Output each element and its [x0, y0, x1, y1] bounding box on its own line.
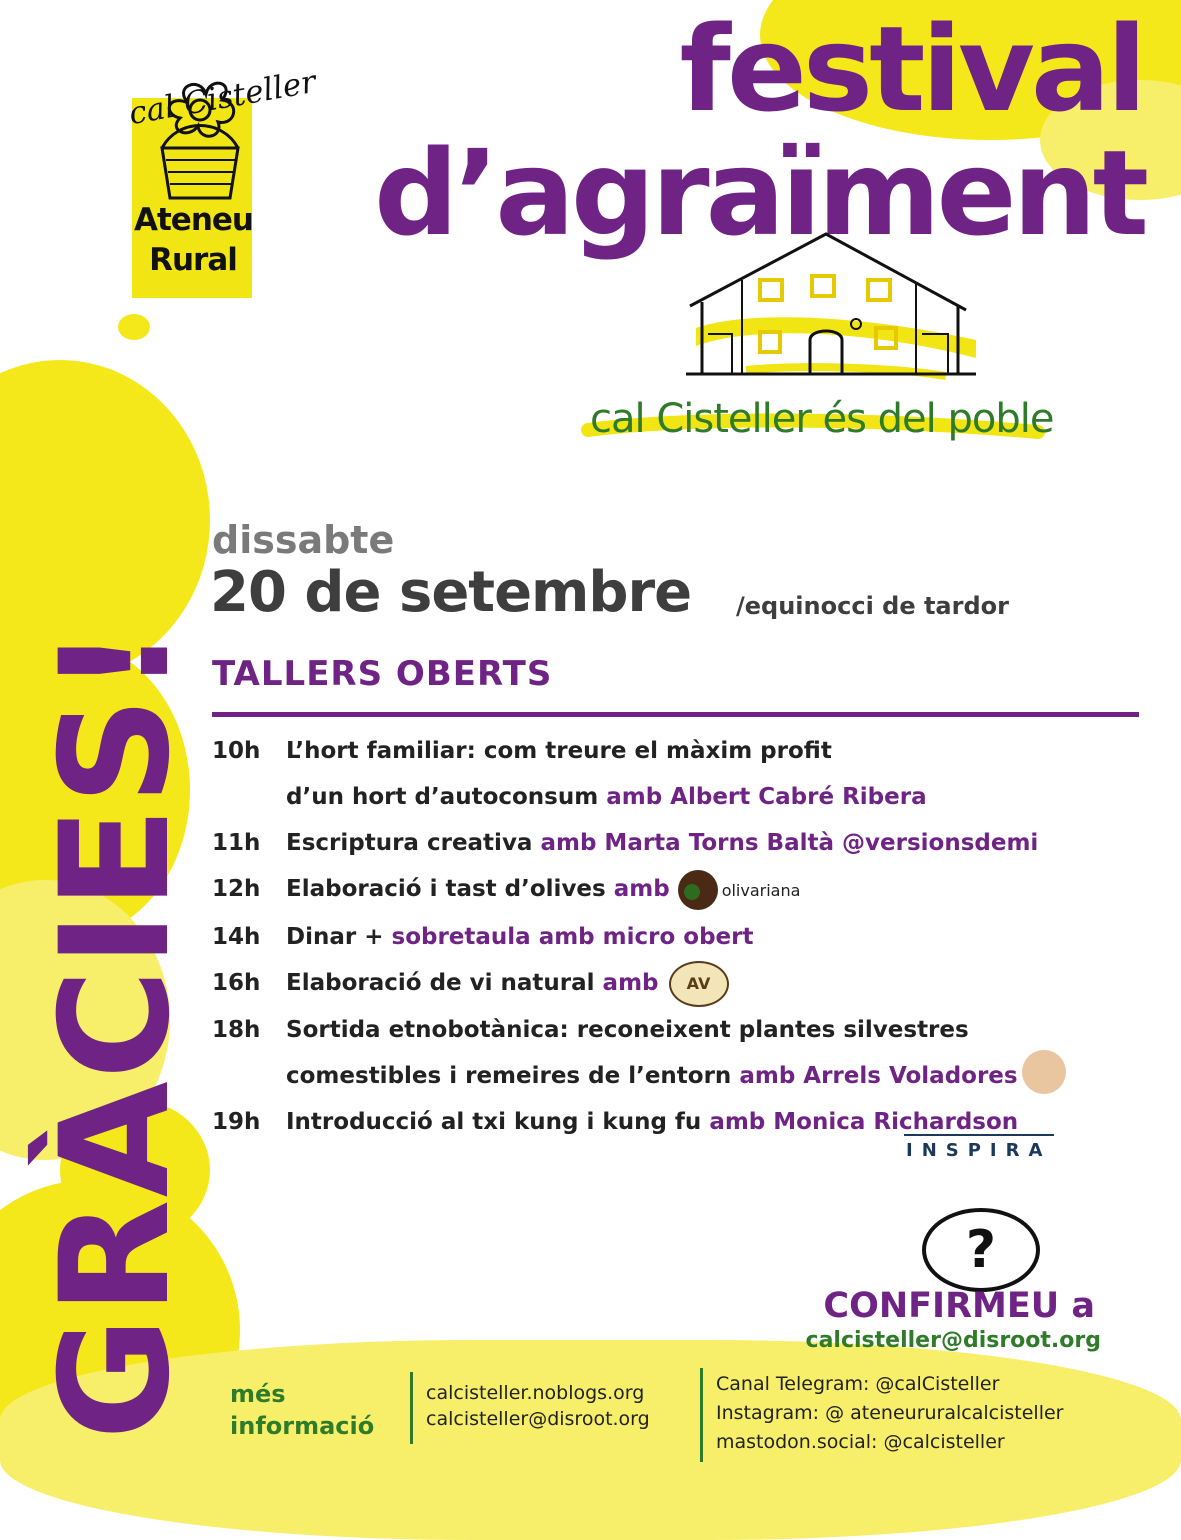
olivariana-logo-text: olivariana: [721, 881, 801, 900]
schedule-item: [212, 1099, 1152, 1145]
footer-divider: [410, 1372, 413, 1444]
schedule-desc: Introducció al txi kung i kung fu: [286, 1108, 710, 1135]
schedule-desc: L’hort familiar: com treure el màxim profit: [286, 738, 832, 764]
schedule-host: amb Arrels Voladores: [739, 1062, 1018, 1089]
confirm-label: CONFIRMEU a: [823, 1286, 1095, 1326]
schedule-item: [212, 960, 1152, 1007]
inspira-logo-text: INSPIRA: [906, 1140, 1052, 1161]
schedule-desc: Elaboració i tast d’olives: [286, 876, 614, 902]
schedule-desc: Dinar +: [286, 924, 392, 950]
date-main: 20 de setembre: [210, 560, 692, 625]
mastodon-link[interactable]: mastodon.social: @calcisteller: [716, 1431, 1005, 1453]
instagram-link[interactable]: Instagram: @ ateneururalcalcisteller: [716, 1402, 1064, 1424]
schedule-desc: Sortida etnobotànica: reconeixent plantes silvestres: [286, 1016, 969, 1043]
website-link[interactable]: calcisteller.noblogs.org: [426, 1382, 645, 1404]
more-info-label: més informació: [230, 1380, 375, 1440]
schedule-time: 19h: [212, 1108, 261, 1135]
schedule-item: [212, 1007, 1152, 1099]
schedule-host: amb: [613, 876, 670, 902]
logo-bottom-text: Ateneu Rural: [134, 202, 253, 278]
schedule-time: 10h: [212, 738, 261, 764]
schedule-desc: comestibles i remeires de l’entorn: [286, 1062, 740, 1089]
schedule-time: 14h: [212, 924, 261, 950]
date-note: /equinocci de tardor: [736, 592, 1009, 620]
footer-divider: [700, 1368, 703, 1462]
schedule-time: 18h: [212, 1016, 261, 1043]
olive-hand-icon: [678, 870, 718, 910]
footer-links: [426, 1380, 650, 1432]
section-title: TALLERS OBERTS: [212, 654, 553, 694]
side-thanks-text: GRÀCIES!: [29, 624, 203, 1440]
schedule-time: 11h: [212, 830, 261, 856]
footer-social: [716, 1370, 1063, 1457]
schedule-desc: Elaboració de vi natural: [286, 970, 603, 996]
schedule-item: [212, 820, 1152, 866]
schedule-host: amb Marta Torns Baltà @versionsdemi: [540, 830, 1039, 856]
aika-vins-logo: AV: [669, 961, 729, 1007]
schedule-host: sobretaula amb micro obert: [391, 924, 754, 950]
inspira-logo-line: [904, 1134, 1054, 1136]
arrels-voladores-face-icon: [1022, 1050, 1066, 1094]
date-day: dissabte: [212, 518, 395, 562]
schedule-list: [212, 728, 1152, 1145]
title-line-1: festival: [679, 0, 1143, 138]
schedule-time: 12h: [212, 876, 261, 902]
question-bubble-icon: ?: [922, 1208, 1040, 1292]
logo-top-text: cal Cisteller: [126, 63, 319, 133]
yellow-blob: [118, 314, 150, 340]
email-link[interactable]: calcisteller@disroot.org: [426, 1408, 650, 1430]
title-line-2: d’agraïment: [373, 124, 1145, 262]
schedule-desc: Escriptura creativa: [286, 830, 541, 856]
telegram-link[interactable]: Canal Telegram: @calCisteller: [716, 1373, 1000, 1395]
schedule-time: 16h: [212, 970, 261, 996]
schedule-desc: d’un hort d’autoconsum: [286, 784, 607, 810]
schedule-host: amb Monica Richardson: [709, 1108, 1019, 1135]
schedule-host: amb Albert Cabré Ribera: [606, 784, 927, 810]
section-divider: [212, 712, 1139, 717]
house-illustration: [676, 228, 996, 398]
slogan: cal Cisteller és del poble: [590, 396, 1054, 442]
schedule-host: amb: [602, 970, 659, 996]
logo: [118, 28, 319, 298]
schedule-item: [212, 866, 1152, 914]
confirm-email-link[interactable]: calcisteller@disroot.org: [805, 1328, 1101, 1353]
schedule-item: [212, 914, 1152, 960]
schedule-item: [212, 728, 1152, 820]
